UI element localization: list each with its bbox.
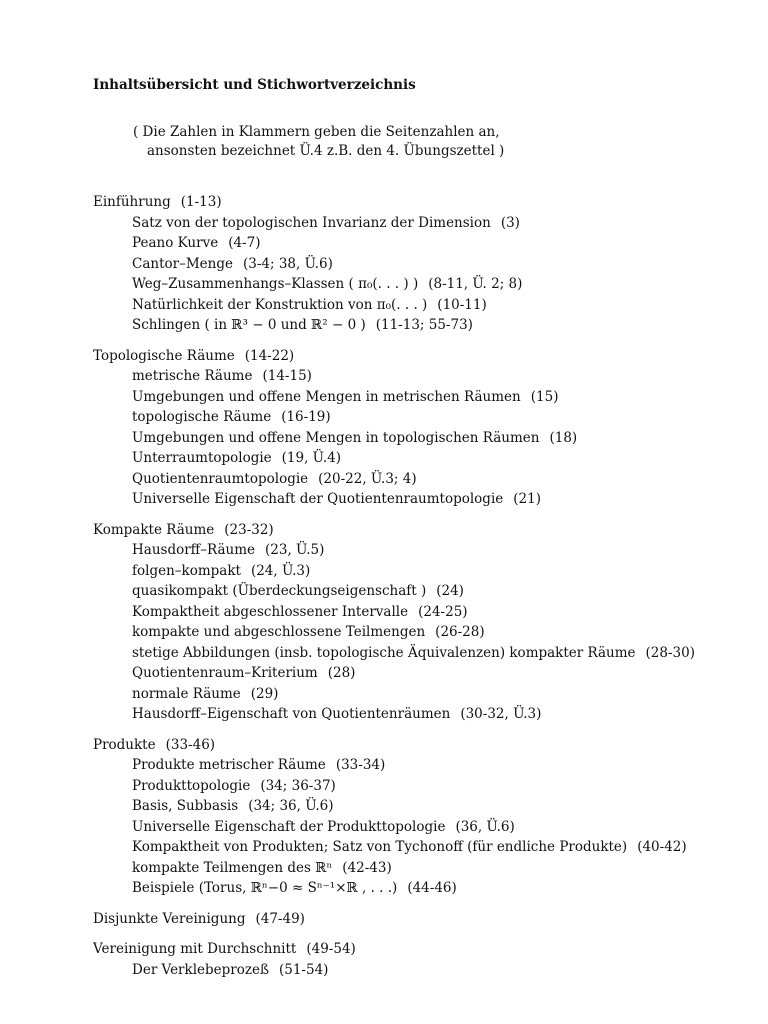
intro-note [133,123,733,161]
toc-entry [93,776,733,797]
entry-pages: (26-28) [435,624,485,640]
section-title: Produkte [93,736,156,753]
entry-text: Quotientenraumtopologie [132,470,309,487]
entry-pages: (3-4; 38, Ü.6) [242,255,333,272]
document-title: Inhaltsübersicht und Stichwortverzeichnis [93,77,416,93]
toc-section [93,520,733,725]
section-heading [93,346,733,367]
entry-text: folgen–kompakt [132,562,241,579]
entry-pages: (14-15) [262,368,312,384]
entry-text: Universelle Eigenschaft der Quotientenraumtopologie [132,491,504,507]
section-pages: (23-32) [224,521,274,538]
entry-pages: (28-30) [645,644,695,661]
section-title: Einführung [93,194,171,210]
entry-text: metrische Räume [132,368,253,384]
section-pages: (14-22) [244,347,295,364]
entry-text: Produkttopologie [132,777,251,794]
section-pages: (49-54) [306,941,356,957]
toc-entry [93,581,733,602]
entry-pages: (24-25) [418,603,468,620]
section-heading [93,939,733,960]
entry-pages: (21) [513,491,541,507]
note-line-2: ansonsten bezeichnet Ü.4 z.B. den 4. Übungszettel ) [147,143,505,159]
entry-pages: (34; 36-37) [260,777,336,794]
toc-entry [93,960,733,981]
toc-entry [93,878,733,899]
entry-text: normale Räume [132,685,241,702]
entry-text: Universelle Eigenschaft der Produkttopologie [132,818,446,835]
toc-entry [93,561,733,582]
entry-pages: (29) [250,685,279,702]
entry-pages: (4-7) [228,235,261,251]
toc-section [93,939,733,980]
section-heading [93,520,733,541]
entry-text: Kompaktheit abgeschlossener Intervalle [132,603,409,620]
entry-pages: (10-11) [437,296,487,313]
section-title: Kompakte Räume [93,521,215,538]
entry-pages: (33-34) [335,757,386,773]
document-page [93,75,733,980]
entry-pages: (24) [436,583,464,599]
entry-text: Weg–Zusammenhangs–Klassen ( π₀(. . . ) ) [132,276,419,292]
toc-entry [93,704,733,725]
toc-entry [93,684,733,705]
toc-entry [93,233,733,254]
entry-text: kompakte und abgeschlossene Teilmengen [132,624,426,640]
entry-pages: (51-54) [278,961,329,978]
entry-pages: (36, Ü.6) [455,818,515,835]
toc-entry [93,663,733,684]
toc-entry [93,213,733,234]
toc-entry [93,602,733,623]
entry-pages: (34; 36, Ü.6) [248,798,334,814]
entry-text: topologische Räume [132,409,272,425]
toc-entry [93,755,733,776]
entry-pages: (11-13; 55-73) [375,317,473,333]
entry-pages: (16-19) [281,409,331,425]
section-pages: (47-49) [255,910,305,927]
section-pages: (1-13) [180,194,222,210]
entry-pages: (19, Ü.4) [281,450,341,466]
entry-pages: (44-46) [407,880,457,896]
table-of-contents [93,192,733,980]
entry-text: Unterraumtopologie [132,450,272,466]
entry-text: Umgebungen und offene Mengen in topologischen Räumen [132,429,540,446]
entry-pages: (18) [549,429,578,446]
entry-text: Hausdorff–Eigenschaft von Quotientenräumen [132,706,451,722]
section-heading [93,909,733,930]
entry-pages: (23, Ü.5) [265,542,325,558]
entry-pages: (20-22, Ü.3; 4) [318,470,417,487]
entry-text: quasikompakt (Überdeckungseigenschaft ) [132,583,427,599]
section-heading [93,735,733,756]
toc-entry [93,428,733,449]
toc-entry [93,837,733,858]
entry-pages: (30-32, Ü.3) [460,706,542,722]
toc-section [93,346,733,510]
entry-pages: (42-43) [342,859,392,876]
entry-pages: (28) [327,665,356,681]
toc-entry [93,274,733,295]
entry-text: stetige Abbildungen (insb. topologische Äquivalenzen) kompakter Räume [132,644,636,661]
entry-text: Beispiele (Torus, ℝⁿ−0 ≈ Sⁿ⁻¹×ℝ , . . .) [132,880,398,896]
entry-pages: (40-42) [637,839,687,855]
toc-entry [93,489,733,510]
entry-text: Kompaktheit von Produkten; Satz von Tychonoff (für endliche Produkte) [132,839,628,855]
section-title: Topologische Räume [93,347,235,364]
toc-section [93,909,733,930]
entry-text: kompakte Teilmengen des ℝⁿ [132,859,333,876]
entry-text: Produkte metrischer Räume [132,757,326,773]
toc-entry [93,643,733,664]
entry-pages: (15) [530,388,559,405]
entry-text: Der Verklebeprozeß [132,961,269,978]
entry-text: Basis, Subbasis [132,798,239,814]
section-title: Disjunkte Vereinigung [93,910,246,927]
entry-pages: (24, Ü.3) [250,562,311,579]
entry-text: Quotientenraum–Kriterium [132,665,318,681]
toc-entry [93,387,733,408]
toc-entry [93,295,733,316]
toc-section [93,192,733,336]
toc-entry [93,540,733,561]
toc-entry [93,796,733,817]
toc-entry [93,448,733,469]
entry-text: Cantor–Menge [132,255,233,272]
toc-entry [93,469,733,490]
toc-entry [93,366,733,387]
entry-pages: (8-11, Ü. 2; 8) [428,276,523,292]
toc-entry [93,254,733,275]
toc-entry [93,315,733,336]
toc-entry [93,817,733,838]
entry-text: Peano Kurve [132,235,219,251]
toc-section [93,735,733,899]
entry-text: Satz von der topologischen Invarianz der Dimension [132,214,491,231]
note-line-1: ( Die Zahlen in Klammern geben die Seitenzahlen an, [133,124,500,140]
entry-pages: (3) [500,214,520,231]
section-heading [93,192,733,213]
entry-text: Schlingen ( in ℝ³ − 0 und ℝ² − 0 ) [132,317,366,333]
entry-text: Umgebungen und offene Mengen in metrischen Räumen [132,388,521,405]
section-pages: (33-46) [165,736,216,753]
toc-entry [93,858,733,879]
section-title: Vereinigung mit Durchschnitt [93,941,297,957]
toc-entry [93,407,733,428]
entry-text: Natürlichkeit der Konstruktion von π₀(. . . ) [132,296,428,313]
entry-text: Hausdorff–Räume [132,542,256,558]
toc-entry [93,622,733,643]
